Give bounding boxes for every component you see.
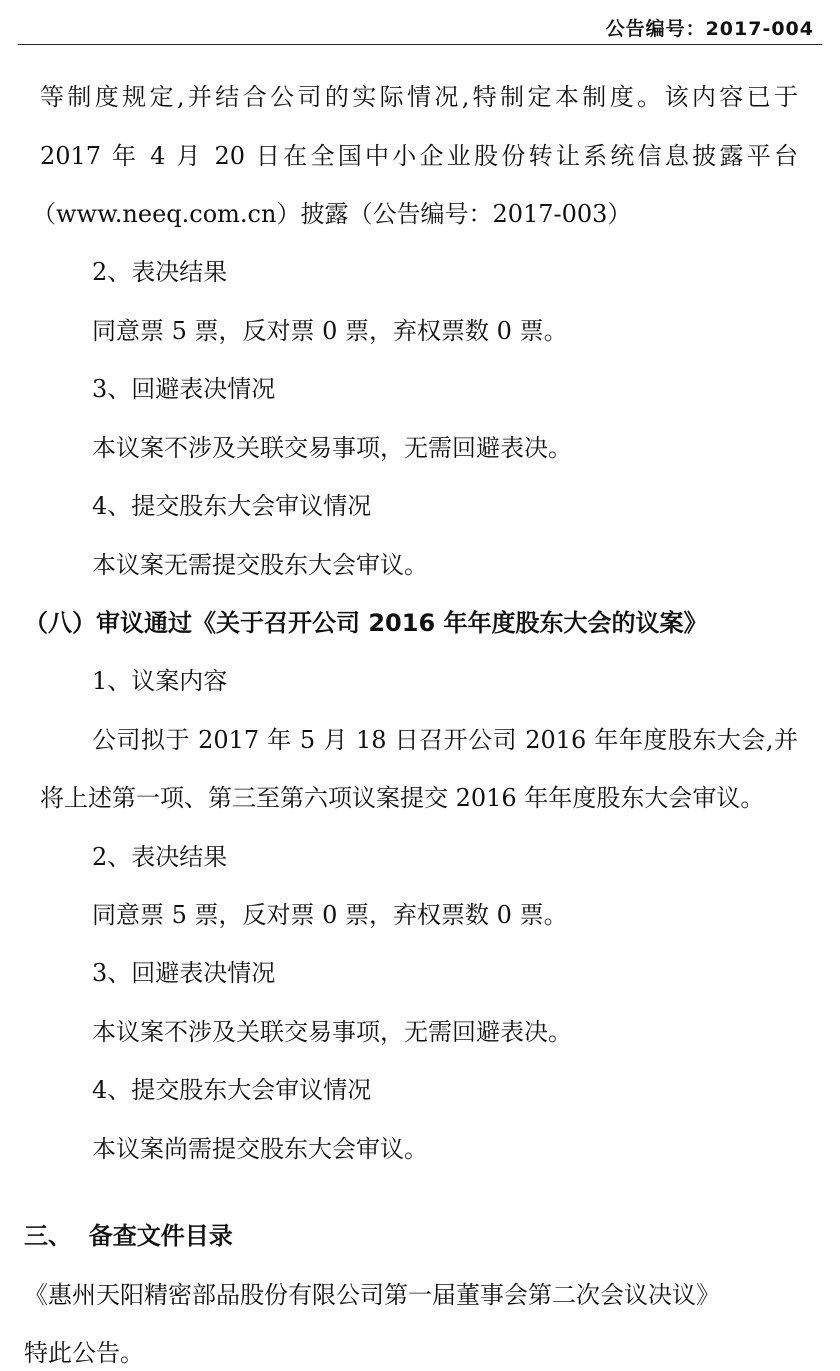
item-heading: 4、提交股东大会审议情况 [92,1076,372,1104]
document-reference: 《惠州天阳精密部品股份有限公司第一届董事会第二次会议决议》 [24,1281,720,1309]
paragraph-line: 同意票 5 票，反对票 0 票，弃权票数 0 票。 [92,317,568,345]
item-heading: 2、表决结果 [92,843,228,871]
item-heading: 2、表决结果 [92,258,228,286]
paragraph-line: 本议案无需提交股东大会审议。 [92,551,428,579]
item-heading: 4、提交股东大会审议情况 [92,492,372,520]
item-heading: 1、议案内容 [92,667,228,695]
section-heading: 三、 备查文件目录 [24,1222,233,1250]
item-heading: 3、回避表决情况 [92,375,276,403]
notice-number: 公告编号：2017-004 [605,18,814,40]
paragraph-line: 等制度规定,并结合公司的实际情况,特制定本制度。该内容已于 [40,83,798,111]
closing-line: 特此公告。 [24,1339,144,1367]
paragraph-line: 将上述第一项、第三至第六项议案提交 2016 年年度股东大会审议。 [40,784,765,812]
paragraph-line: 本议案不涉及关联交易事项，无需回避表决。 [92,434,572,462]
paragraph-line: 公司拟于 2017 年 5 月 18 日召开公司 2016 年年度股东大会,并 [92,726,798,754]
paragraph-line: 本议案尚需提交股东大会审议。 [92,1135,428,1163]
paragraph-line: 同意票 5 票，反对票 0 票，弃权票数 0 票。 [92,901,568,929]
paragraph-line: （www.neeq.com.cn）披露（公告编号：2017-003） [32,200,632,228]
item-heading: 3、回避表决情况 [92,959,276,987]
page-header [18,0,822,45]
paragraph-line: 2017 年 4 月 20 日在全国中小企业股份转让系统信息披露平台 [40,142,798,170]
section-heading: （八）审议通过《关于召开公司 2016 年年度股东大会的议案》 [24,609,708,637]
paragraph-line: 本议案不涉及关联交易事项，无需回避表决。 [92,1018,572,1046]
